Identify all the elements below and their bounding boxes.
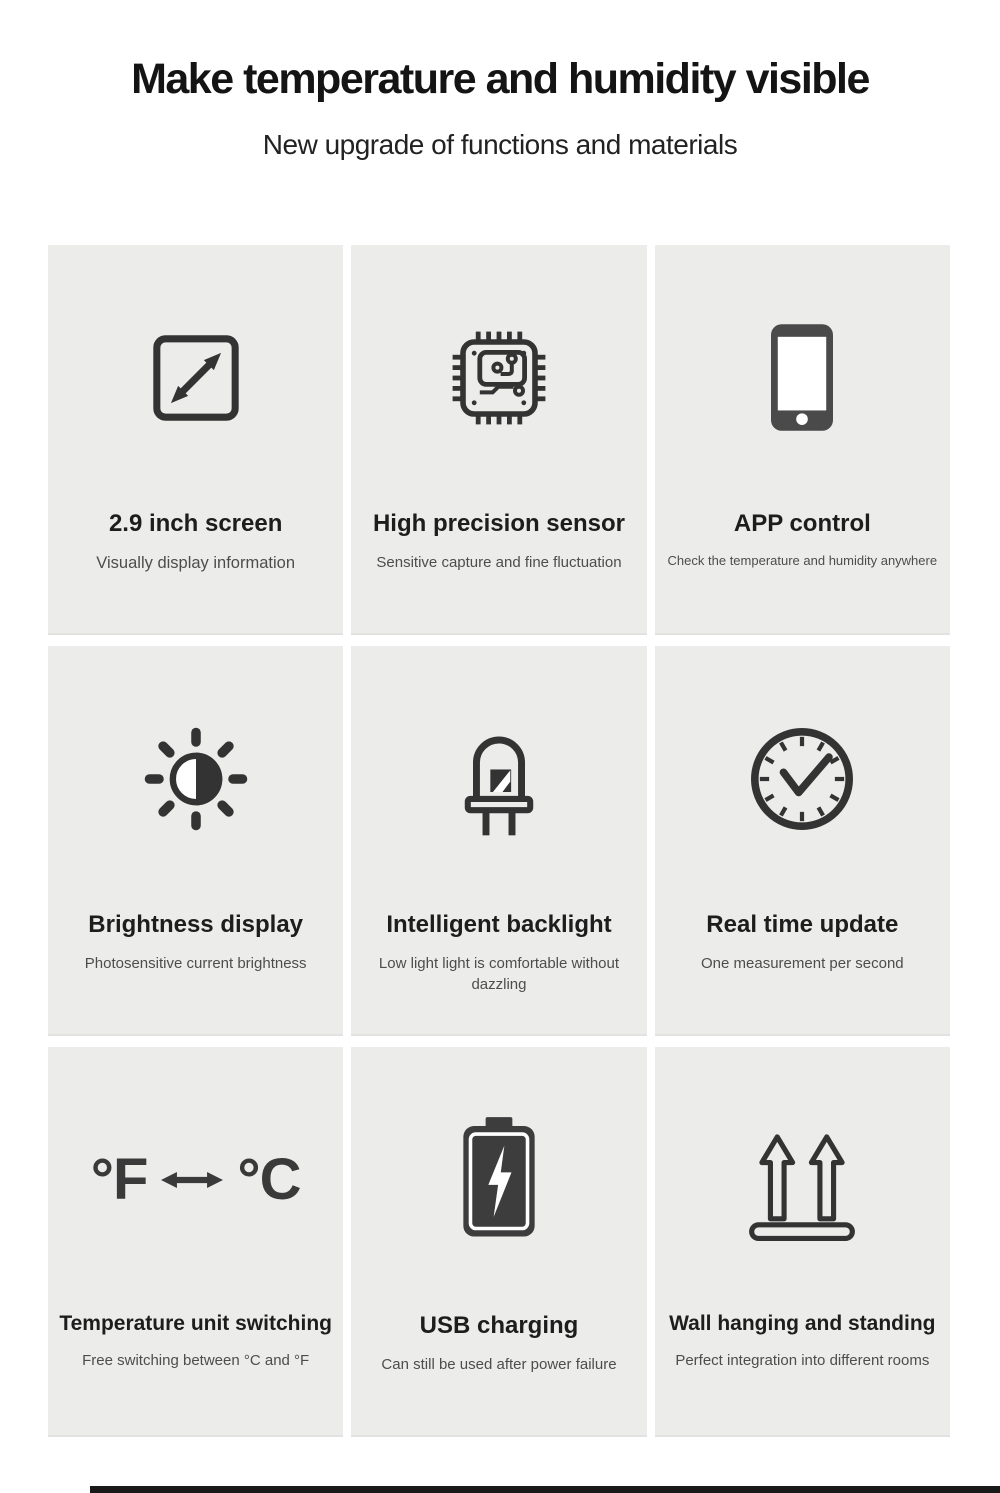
feature-card-wall-hanging (655, 1047, 950, 1437)
feature-card-realtime (655, 646, 950, 1036)
feature-title: APP control (733, 510, 871, 537)
feature-card-backlight (351, 646, 646, 1036)
feature-card-app-control (655, 245, 950, 635)
feature-title: Wall hanging and standing (669, 1312, 936, 1335)
page-subtitle: New upgrade of functions and materials (262, 129, 738, 161)
clock-icon (743, 720, 861, 838)
screen-size-icon (149, 331, 243, 425)
feature-title: Brightness display (88, 911, 304, 938)
feature-title: 2.9 inch screen (108, 510, 283, 537)
smartphone-icon (771, 324, 833, 431)
battery-charging-icon (458, 1117, 540, 1242)
feature-description: One measurement per second (701, 954, 904, 972)
chip-icon (443, 322, 555, 434)
page-title: Make temperature and humidity visible (131, 55, 869, 103)
fahrenheit-label: °F (90, 1147, 148, 1212)
feature-description: Free switching between °C and °F (82, 1352, 310, 1370)
feature-title: USB charging (419, 1312, 579, 1339)
brightness-icon (137, 720, 255, 838)
this-side-up-icon (738, 1118, 866, 1242)
led-icon (447, 714, 551, 844)
double-arrow-icon (161, 1167, 223, 1193)
feature-description: Low light light is comfortable without dazzling (378, 954, 620, 993)
feature-description: Sensitive capture and fine fluctuation (376, 553, 622, 571)
feature-description: Perfect integration into different rooms (675, 1352, 930, 1370)
feature-card-unit-switching (48, 1047, 343, 1437)
feature-card-brightness (48, 646, 343, 1036)
feature-title: High precision sensor (372, 510, 626, 537)
feature-card-screen-size (48, 245, 343, 635)
footer-bar (90, 1486, 1000, 1493)
feature-title: Intelligent backlight (386, 911, 612, 938)
feature-title: Temperature unit switching (59, 1312, 332, 1335)
feature-description: Check the temperature and humidity anywhere (667, 552, 938, 568)
feature-grid (48, 245, 950, 1437)
feature-card-sensor (351, 245, 646, 635)
header (0, 0, 1000, 162)
celsius-label: °C (237, 1147, 301, 1212)
feature-description: Photosensitive current brightness (84, 954, 307, 972)
feature-description: Can still be used after power failure (381, 1355, 617, 1373)
feature-description: Visually display information (96, 553, 296, 572)
feature-title: Real time update (706, 911, 899, 938)
feature-card-usb-charging (351, 1047, 646, 1437)
temperature-unit-icon (91, 1146, 301, 1213)
